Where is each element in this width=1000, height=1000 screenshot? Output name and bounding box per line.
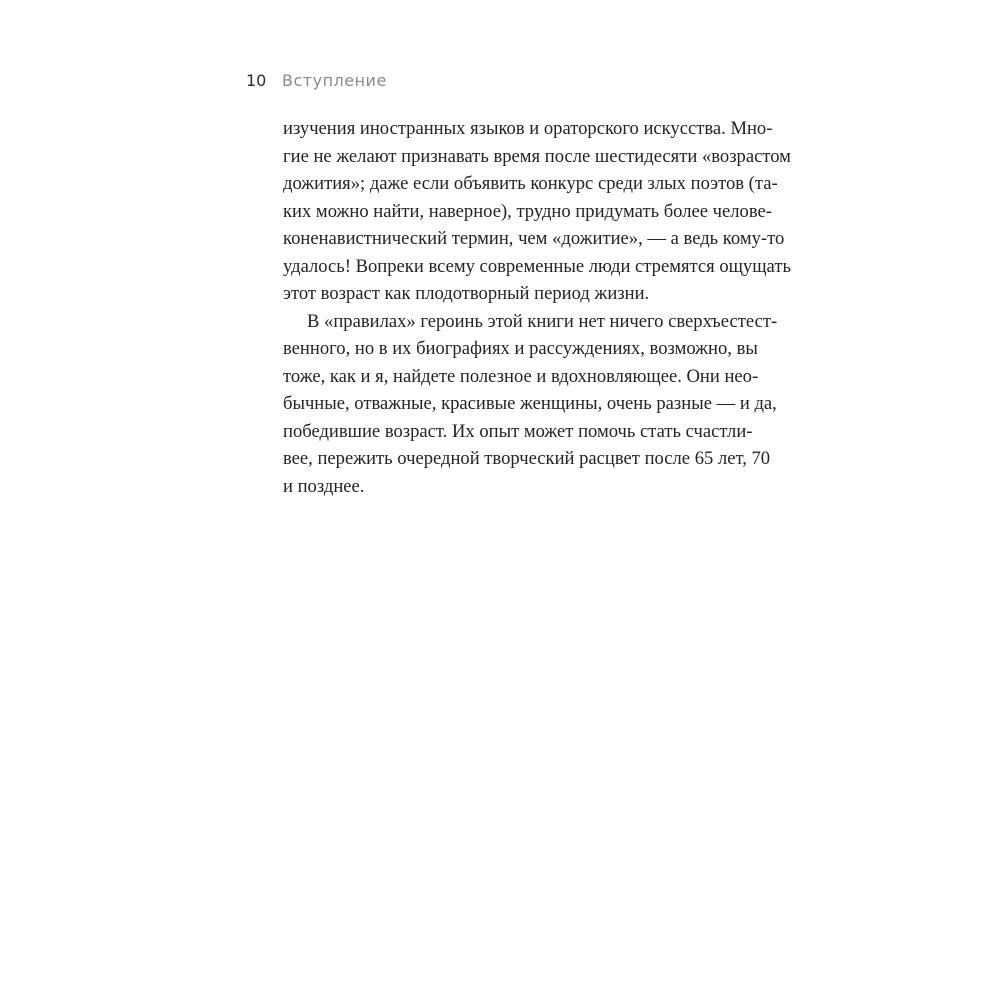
text-line: победившие возраст. Их опыт может помочь стать счастли- [283, 420, 753, 442]
section-title: Вступление [282, 71, 387, 90]
running-head [246, 70, 387, 92]
text-line: изучения иностранных языков и ораторского искусства. Мно- [283, 118, 773, 139]
text-line: удалось! Вопреки всему современные люди стремятся ощущать [283, 255, 791, 277]
page-number: 10 [246, 71, 267, 90]
text-line: венного, но в их биографиях и рассуждениях, возможно, вы [283, 338, 758, 359]
text-line: гие не желают признавать время после шестидесяти «возрастом [283, 145, 791, 167]
text-line: ких можно найти, наверное), трудно придумать более челове- [283, 200, 772, 222]
text-line: бычные, отважные, красивые женщины, очень разные — и да, [283, 393, 777, 414]
text-line: В «правилах» героинь этой книги нет ничего сверхъестест- [307, 310, 778, 332]
text-line: коненавистнический термин, чем «дожитие», — а ведь кому-то [283, 228, 785, 249]
text-line: вее, пережить очередной творческий расцвет после 65 лет, 70 [283, 448, 771, 469]
paragraph-2 [283, 308, 778, 501]
text-line: этот возраст как плодотворный период жизни. [283, 283, 650, 304]
text-line: тоже, как и я, найдете полезное и вдохновляющее. Они нео- [283, 365, 759, 387]
paragraph-1 [283, 115, 791, 308]
body-text [283, 115, 791, 500]
text-line: и позднее. [283, 475, 365, 497]
text-line: дожития»; даже если объявить конкурс среди злых поэтов (та- [283, 173, 778, 194]
